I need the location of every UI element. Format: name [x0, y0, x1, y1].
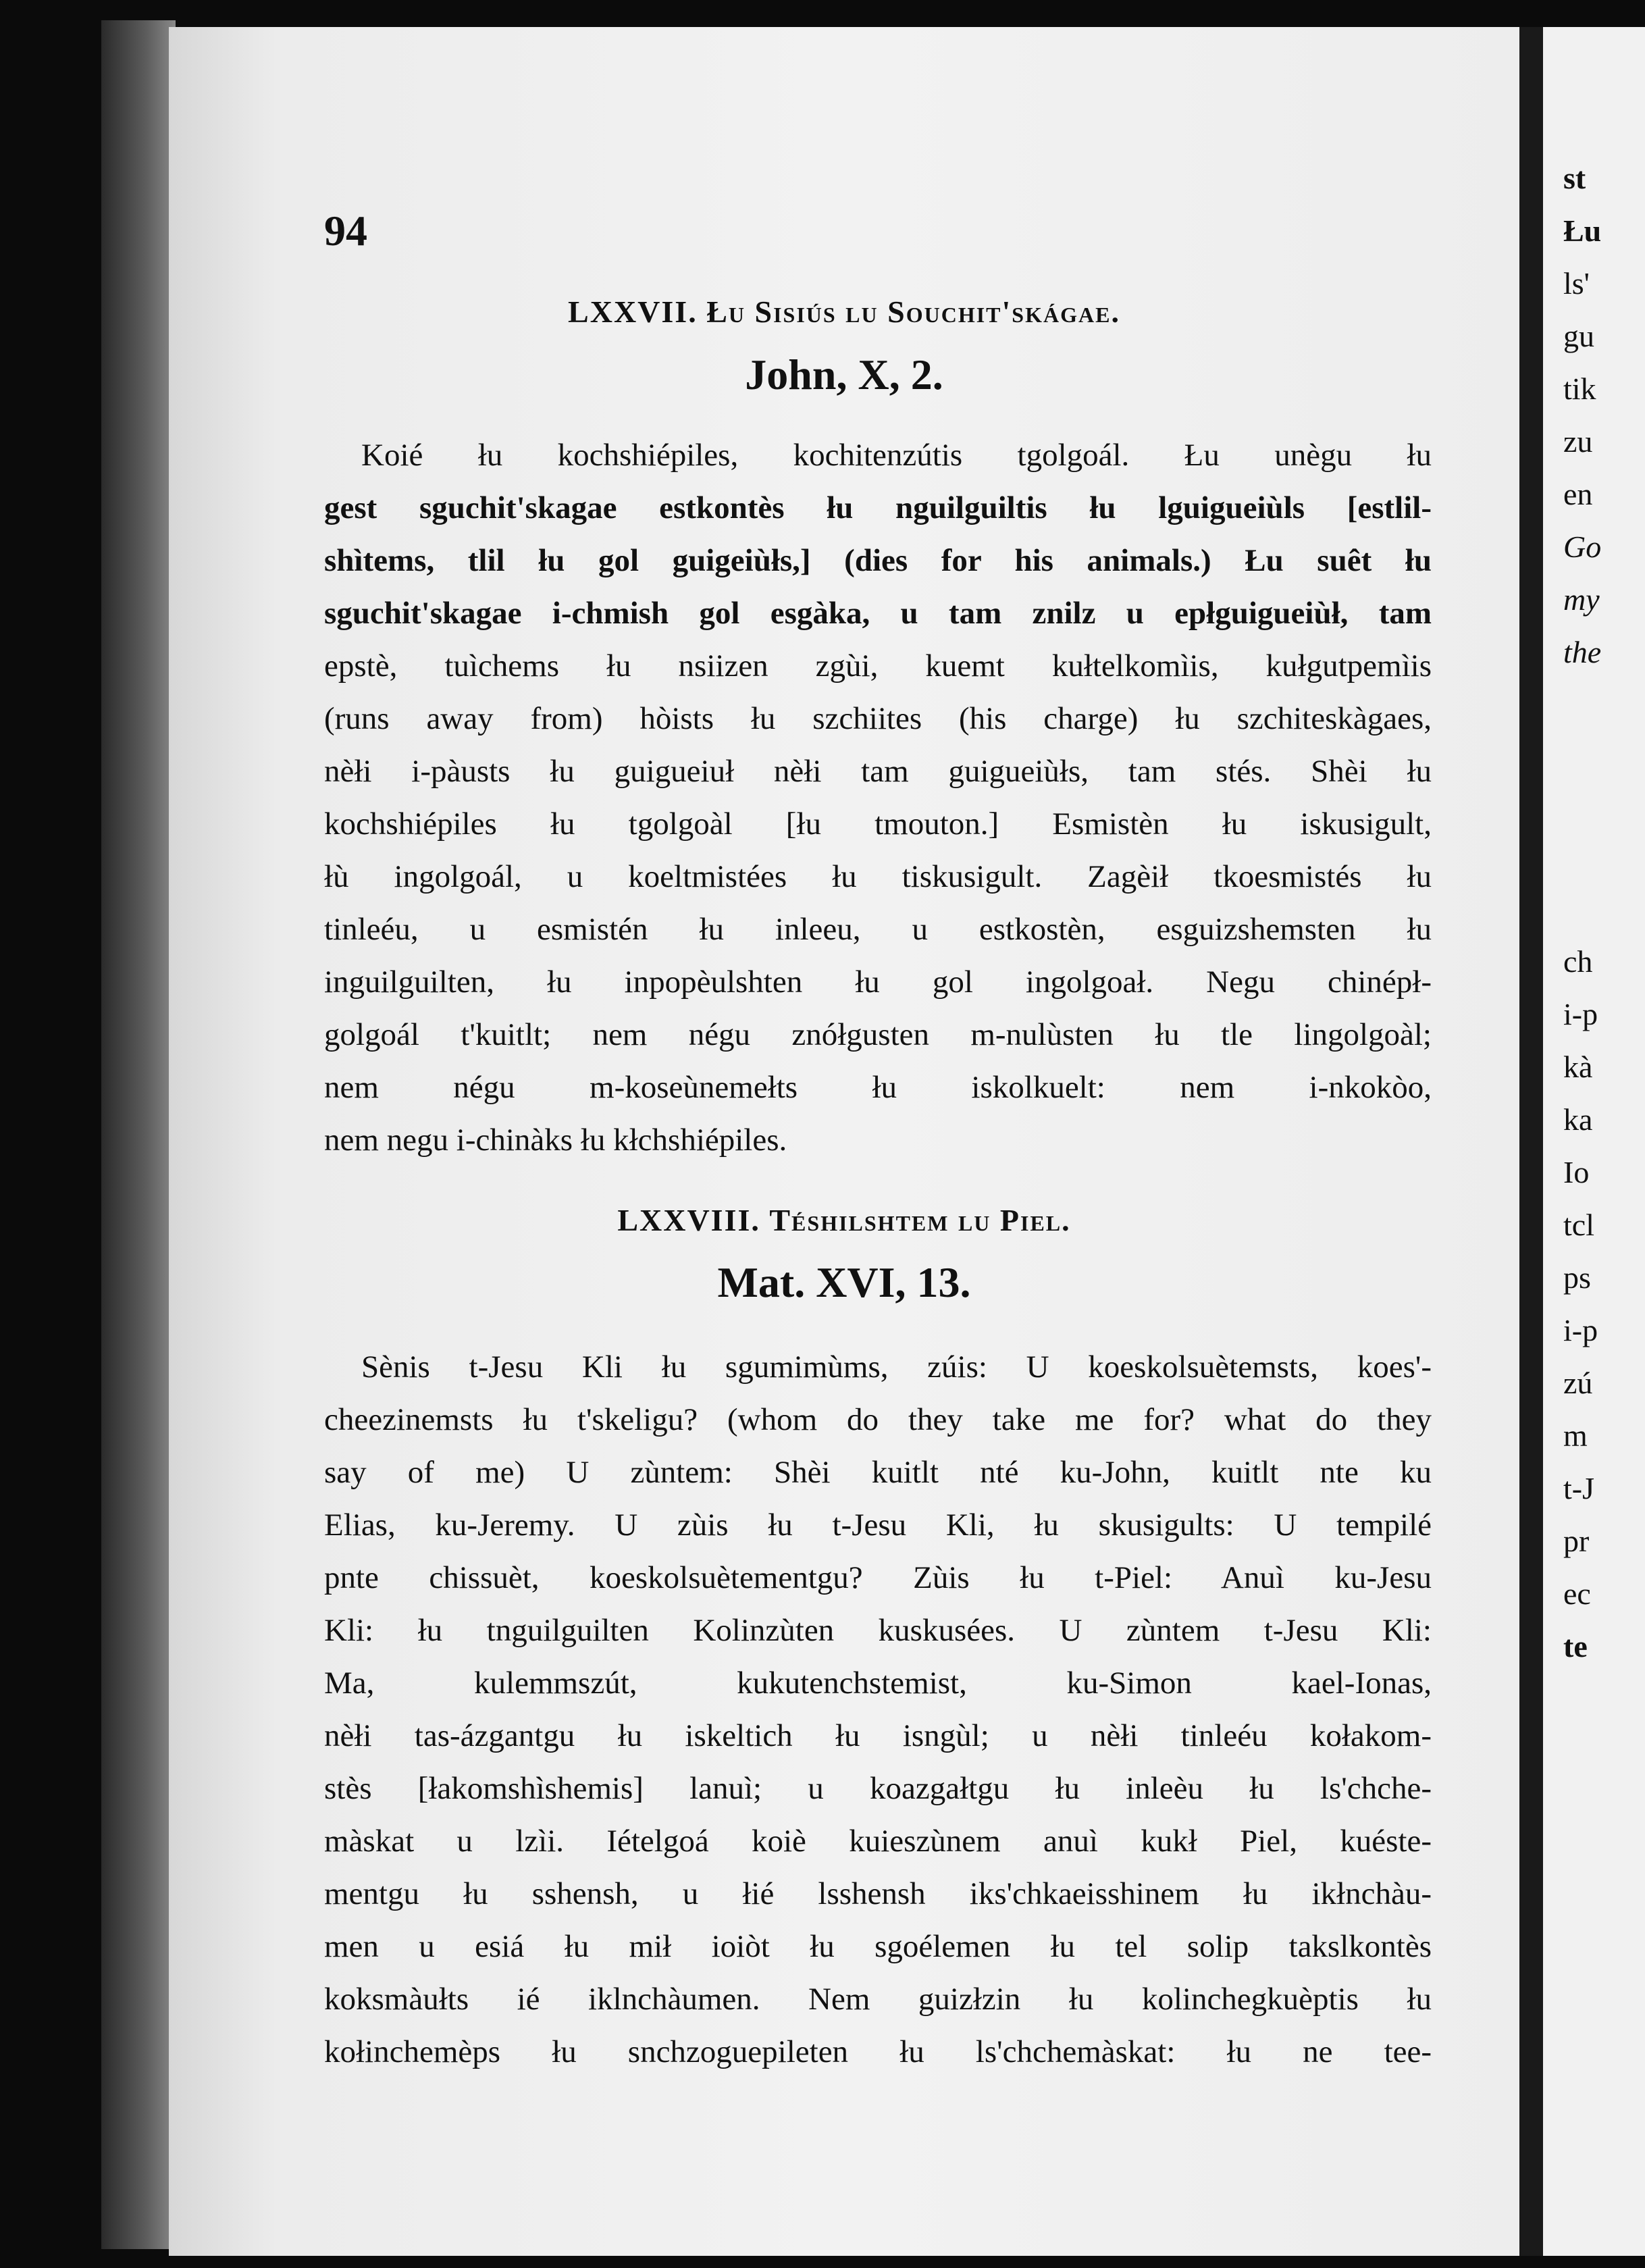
section-heading-lxxviii [169, 1202, 1519, 1238]
facing-fragment: zú [1563, 1366, 1593, 1400]
section-heading-lxxvii [169, 294, 1519, 330]
scripture-reference: Mat. XVI, 13. [717, 1258, 971, 1306]
text-line: mentgu łu sshensh, u łié lsshensh iks'chkaeisshinem łu ikłnchàu- [324, 1876, 1432, 1911]
facing-fragment: my [1563, 582, 1600, 617]
text-line: say of me) U zùntem: Shèi kuitlt nté ku-John, kuitlt nte ku [324, 1455, 1432, 1490]
text-line: nem négu m-koseùnemełts łu iskolkuelt: nem i-nkokòo, [324, 1070, 1432, 1105]
facing-fragment: Go [1563, 530, 1602, 564]
text-line: nem negu i-chinàks łu kłchshiépiles. [324, 1123, 787, 1158]
facing-fragment: kà [1563, 1050, 1593, 1084]
text-line: Kli: łu tnguilguilten Kolinzùten kuskusées. U zùntem t-Jesu Kli: [324, 1613, 1432, 1648]
section-title: Łu Sisiús lu Souchit'skágae. [706, 294, 1120, 329]
text-line: kochshiépiles łu tgolgoàl [łu tmouton.] Esmistèn łu iskusigult, [324, 806, 1432, 842]
facing-fragment: Io [1563, 1155, 1590, 1189]
text-line: Koié łu kochshiépiles, kochitenzútis tgolgoál. Łu unègu łu [361, 438, 1432, 473]
text-line: gest sguchit'skagae estkontès łu nguilguiltis łu lguigueiùls [estlil- [324, 490, 1432, 525]
text-line: shìtems, tlil łu gol guigeiùłs,] (dies for his animals.) Łu suêt łu [324, 543, 1432, 578]
facing-fragment: tik [1563, 371, 1596, 406]
facing-fragment: tcl [1563, 1208, 1594, 1242]
text-line: màskat u lzìi. Iételgoá koiè kuieszùnem anuì kukł Piel, kuéste- [324, 1824, 1432, 1859]
text-line: epstè, tuìchems łu nsiizen zgùi, kuemt kułtelkomìis, kułgutpemìis [324, 648, 1432, 684]
facing-fragment: i-p [1563, 997, 1598, 1031]
text-line: Sènis t-Jesu Kli łu sgumimùms, zúis: U koeskolsuètemsts, koes'- [361, 1349, 1432, 1385]
page-number: 94 [324, 207, 367, 255]
facing-fragment: Łu [1563, 213, 1602, 248]
facing-fragment: ps [1563, 1260, 1591, 1295]
text-line: stès [łakomshìshemis] lanuì; u koazgałtgu łu inleèu łu ls'chche- [324, 1771, 1432, 1806]
facing-fragment: st [1563, 161, 1586, 195]
section-number: LXXVII. [568, 294, 698, 329]
facing-fragment: ka [1563, 1102, 1593, 1137]
text-line: łù ingolgoál, u koeltmistées łu tiskusigult. Zagèił tkoesmistés łu [324, 859, 1432, 894]
text-line: Elias, ku-Jeremy. U zùis łu t-Jesu Kli, łu skusigults: U tempilé [324, 1507, 1432, 1543]
text-line: inguilguilten, łu inpopèulshten łu gol ingolgoał. Negu chinépł- [324, 964, 1432, 1000]
facing-fragment: pr [1563, 1524, 1590, 1558]
text-line: (runs away from) hòists łu szchiites (his charge) łu szchiteskàgaes, [324, 701, 1432, 736]
text-line: Ma, kulemmszút, kukutenchstemist, ku-Simon kael-Ionas, [324, 1666, 1432, 1701]
book-spine-shadow [101, 20, 176, 2249]
text-line: nèłi i-pàusts łu guigueiuł nèłi tam guigueiùłs, tam stés. Shèi łu [324, 754, 1432, 789]
text-line: kołinchemèps łu snchzoguepileten łu ls'chchemàskat: łu ne tee- [324, 2034, 1432, 2069]
facing-fragment: en [1563, 477, 1593, 511]
text-line: koksmàułts ié iklnchàumen. Nem guizłzin łu kolinchegkuèptis łu [324, 1982, 1432, 2017]
facing-page-edge [1543, 27, 1645, 2256]
text-line: cheezinemsts łu t'skeligu? (whom do they take me for? what do they [324, 1402, 1432, 1437]
facing-fragment: ec [1563, 1576, 1591, 1611]
page-gutter [1519, 27, 1543, 2256]
text-line: men u esiá łu mił ioiòt łu sgoélemen łu tel solip takslkontès [324, 1929, 1432, 1964]
facing-fragment: ch [1563, 944, 1593, 979]
scripture-reference: John, X, 2. [745, 351, 943, 398]
facing-fragment: the [1563, 635, 1602, 669]
facing-fragment: m [1563, 1418, 1588, 1453]
facing-fragment: i-p [1563, 1313, 1598, 1347]
section-number: LXXVIII. [617, 1203, 760, 1237]
facing-fragment: gu [1563, 319, 1594, 353]
text-line: pnte chissuèt, koeskolsuètementgu? Zùis łu t-Piel: Anuì ku-Jesu [324, 1560, 1432, 1595]
facing-fragment: ls' [1563, 266, 1590, 301]
facing-fragment: te [1563, 1629, 1588, 1664]
text-line: golgoál t'kuitlt; nem négu znółgusten m-nulùsten łu tle lingolgoàl; [324, 1017, 1432, 1052]
facing-fragment: t-J [1563, 1471, 1594, 1505]
book-page [169, 27, 1519, 2256]
facing-fragment: zu [1563, 424, 1593, 459]
text-line: tinleéu, u esmistén łu inleeu, u estkostèn, esguizshemsten łu [324, 912, 1432, 947]
text-line: sguchit'skagae i-chmish gol esgàka, u tam znilz u epłguigueiùł, tam [324, 596, 1432, 631]
section-title: Téshilshtem lu Piel. [769, 1203, 1071, 1237]
text-line: nèłi tas-ázgantgu łu iskeltich łu isngùl; u nèłi tinleéu kołakom- [324, 1718, 1432, 1753]
